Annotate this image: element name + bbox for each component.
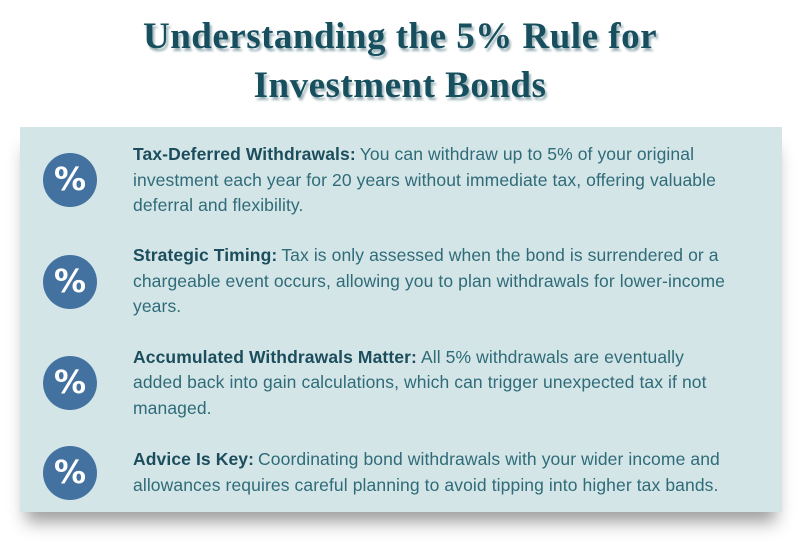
percent-icon [43, 153, 97, 207]
item-heading: Accumulated Withdrawals Matter: [133, 346, 417, 367]
item-text [133, 243, 733, 320]
item-body: All 5% withdrawals are eventually added back into gain calculations, which can trigger unexpected tax if not managed. [133, 346, 707, 418]
page-title [0, 12, 800, 110]
item-body: Coordinating bond withdrawals with your wider income and allowances requires careful planning to avoid tipping into higher tax bands. [133, 449, 720, 495]
item-heading: Strategic Timing: [133, 245, 278, 266]
item-text [133, 142, 733, 219]
list-item [43, 243, 754, 320]
percent-icon-glyph: % [53, 261, 87, 300]
item-body: Tax is only assessed when the bond is surrendered or a chargeable event occurs, allowing you to plan withdrawals for lower-income years. [133, 245, 726, 317]
item-heading: Advice Is Key: [133, 449, 255, 470]
list-item [43, 446, 754, 500]
item-text [133, 447, 733, 498]
page-title-line1: Understanding the 5% Rule for [142, 16, 658, 57]
content-panel [20, 127, 782, 512]
item-body: You can withdraw up to 5% of your original investment each year for 20 years without immediate tax, offering valuable deferral and flexibility. [133, 144, 716, 215]
percent-icon-glyph: % [53, 362, 87, 401]
percent-icon-glyph: % [53, 452, 87, 491]
item-heading: Tax-Deferred Withdrawals: [133, 144, 356, 164]
item-text [133, 345, 733, 422]
list-item [43, 345, 754, 422]
percent-icon [43, 255, 97, 309]
page-title-line2: Investment Bonds [253, 65, 547, 107]
percent-icon [43, 356, 97, 410]
percent-icon [43, 446, 97, 500]
percent-icon-glyph: % [53, 160, 87, 199]
list-item [43, 142, 754, 219]
